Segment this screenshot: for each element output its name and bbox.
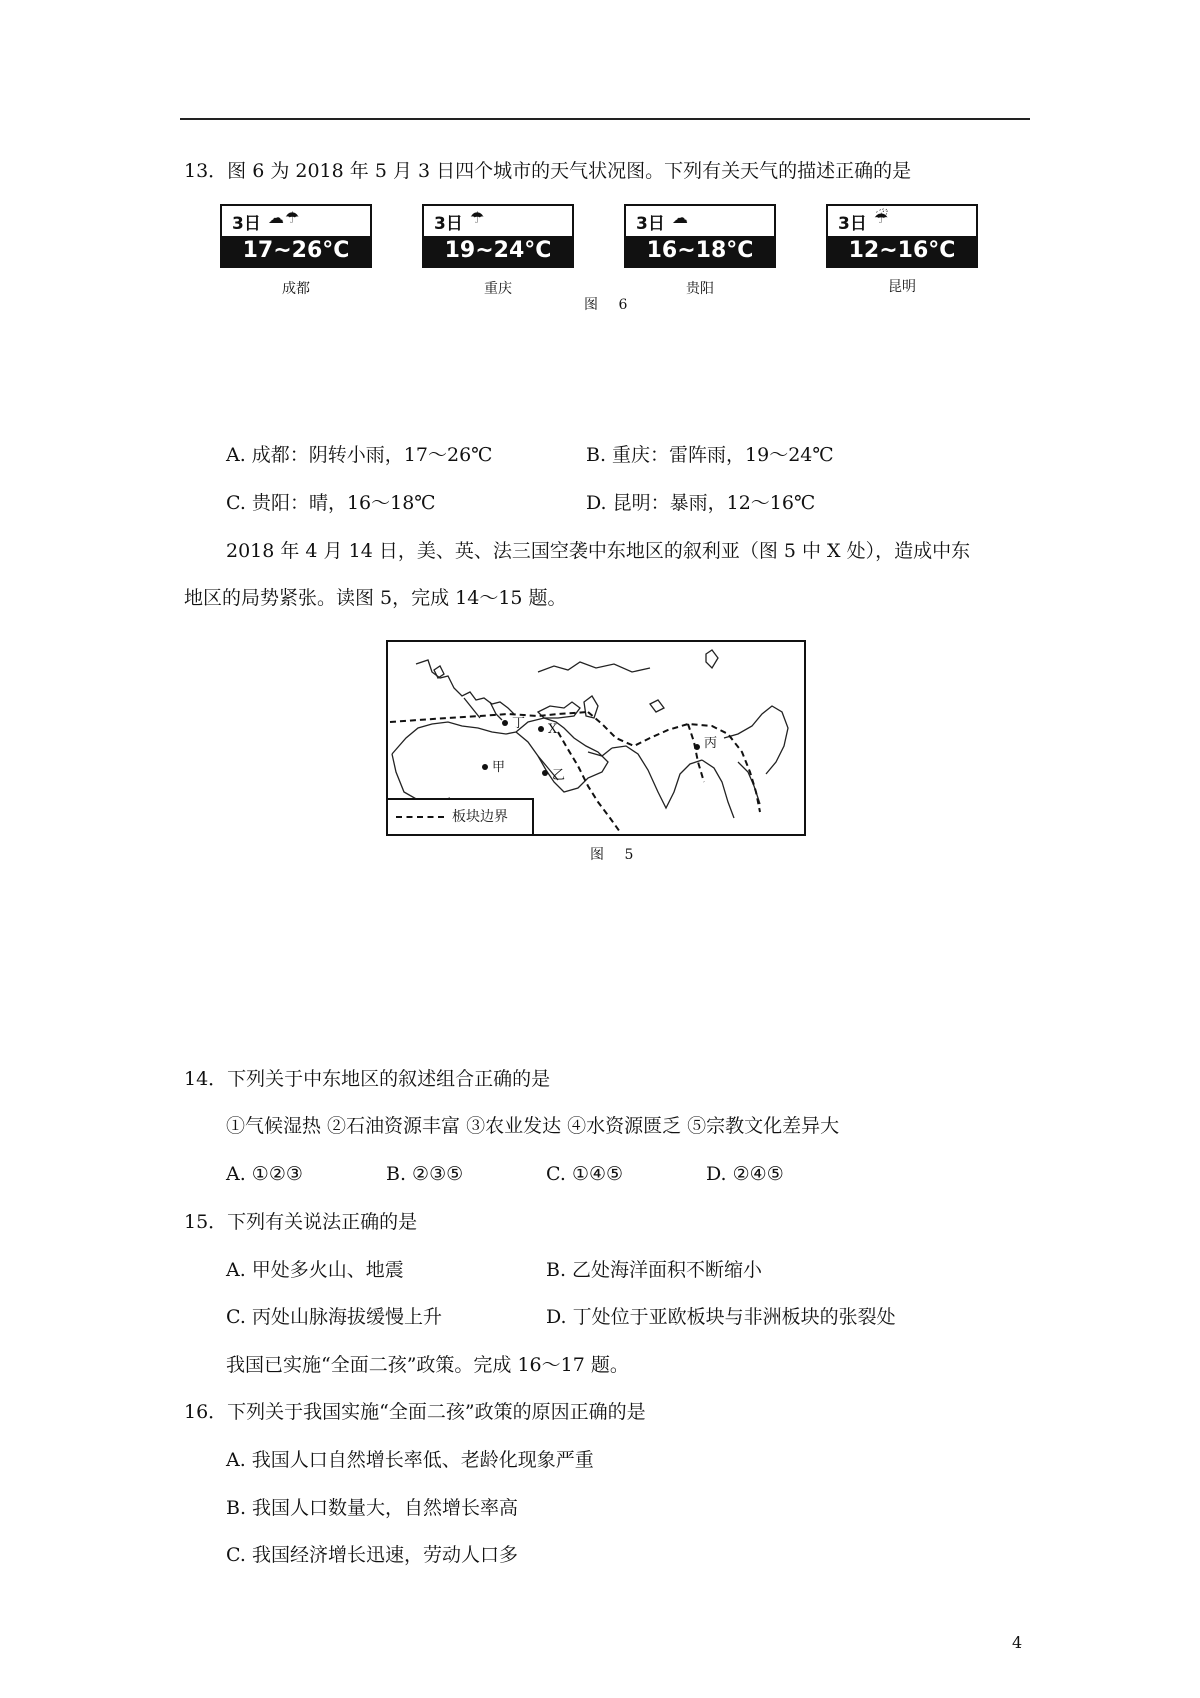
weather-card-chengdu <box>220 204 372 268</box>
q15-option-a: A. 甲处多火山、地震 <box>226 1259 404 1281</box>
q14-option-b: B. ②③⑤ <box>386 1163 464 1185</box>
partly-cloudy-icon: ☁ <box>672 208 689 227</box>
q14-stem: 14．下列关于中东地区的叙述组合正确的是 <box>184 1068 551 1090</box>
card-temperature: 16~18°C <box>626 236 774 266</box>
q15-option-b: B. 乙处海洋面积不断缩小 <box>546 1259 763 1281</box>
heavy-rain-icon: ☔ <box>874 208 890 227</box>
thunderstorm-icon: ☂ <box>470 208 486 227</box>
point-x-dot <box>538 726 544 732</box>
point-ding-dot <box>502 720 508 726</box>
q15-option-c: C. 丙处山脉海拔缓慢上升 <box>226 1306 442 1328</box>
figure-6-caption: 图 6 <box>584 297 636 313</box>
map-legend <box>388 798 534 834</box>
card-temperature: 19~24°C <box>424 236 572 266</box>
weather-card-chongqing <box>422 204 574 268</box>
point-x-label: X <box>548 722 558 737</box>
intro-16-17: 我国已实施“全面二孩”政策。完成 16～17 题。 <box>226 1354 629 1376</box>
weather-card-guiyang <box>624 204 776 268</box>
q13-option-c: C. 贵阳：晴，16～18℃ <box>226 492 436 514</box>
point-ding-label: 丁 <box>512 716 526 731</box>
intro-14-15-line2: 地区的局势紧张。读图 5，完成 14～15 题。 <box>184 587 567 609</box>
weather-card-kunming <box>826 204 978 268</box>
q16-option-a: A. 我国人口自然增长率低、老龄化现象严重 <box>226 1449 594 1471</box>
card-day: 3日 <box>434 214 463 234</box>
figure-5-caption: 图 5 <box>590 847 642 863</box>
point-jia-dot <box>482 764 488 770</box>
q16-stem: 16．下列关于我国实施“全面二孩”政策的原因正确的是 <box>184 1401 646 1423</box>
q14-option-d: D. ②④⑤ <box>706 1163 784 1185</box>
q15-option-d: D. 丁处位于亚欧板块与非洲板块的张裂处 <box>546 1306 896 1328</box>
q15-stem: 15．下列有关说法正确的是 <box>184 1211 418 1233</box>
point-yi-dot <box>542 770 548 776</box>
q16-option-c: C. 我国经济增长迅速，劳动人口多 <box>226 1544 518 1566</box>
card-temperature: 17~26°C <box>222 236 370 266</box>
middle-east-map <box>386 640 806 836</box>
city-label-guiyang: 贵阳 <box>686 281 714 297</box>
card-day: 3日 <box>636 214 665 234</box>
card-day: 3日 <box>838 214 867 234</box>
city-label-chongqing: 重庆 <box>484 281 512 297</box>
q13-option-a: A. 成都：阴转小雨，17～26℃ <box>226 444 493 466</box>
point-jia-label: 甲 <box>492 760 506 775</box>
card-temperature: 12~16°C <box>828 236 976 266</box>
q14-option-c: C. ①④⑤ <box>546 1163 624 1185</box>
q14-items: ①气候湿热 ②石油资源丰富 ③农业发达 ④水资源匮乏 ⑤宗教文化差异大 <box>226 1115 840 1137</box>
point-bing-label: 丙 <box>704 736 718 751</box>
q13-option-b: B. 重庆：雷阵雨，19～24℃ <box>586 444 834 466</box>
city-label-kunming: 昆明 <box>888 279 916 295</box>
q13-option-d: D. 昆明：暴雨，12～16℃ <box>586 492 816 514</box>
q16-option-b: B. 我国人口数量大，自然增长率高 <box>226 1497 519 1519</box>
plate-boundary-legend-line <box>396 816 444 818</box>
point-yi-label: 乙 <box>552 768 566 783</box>
header-rule <box>180 118 1030 120</box>
q14-option-a: A. ①②③ <box>226 1163 303 1185</box>
legend-label: 板块边界 <box>452 809 508 825</box>
cloud-rain-icon: ☁☂ <box>268 208 301 227</box>
intro-14-15-line1: 2018 年 4 月 14 日，美、英、法三国空袭中东地区的叙利亚（图 5 中 X 处），造成中东 <box>226 540 971 562</box>
card-day: 3日 <box>232 214 261 234</box>
city-label-chengdu: 成都 <box>282 281 310 297</box>
page-number: 4 <box>1012 1633 1023 1652</box>
q13-stem: 13．图 6 为 2018 年 5 月 3 日四个城市的天气状况图。下列有关天气的描述正确的是 <box>184 160 912 182</box>
point-bing-dot <box>694 744 700 750</box>
